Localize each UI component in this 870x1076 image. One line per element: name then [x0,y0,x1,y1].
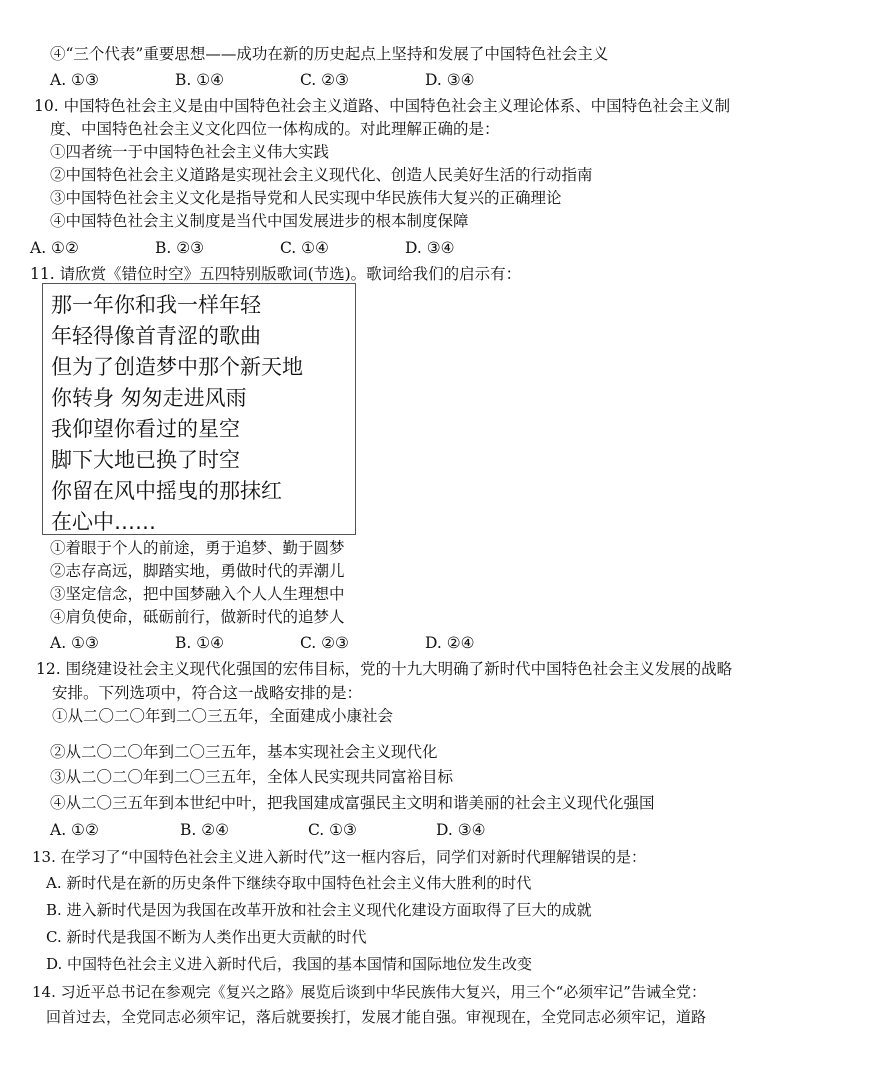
q12-stem-line2: 安排。下列选项中，符合这一战略安排的是： [52,684,363,702]
q12-item-1: ①从二〇二〇年到二〇三五年，全面建成小康社会 [52,707,394,725]
q9-item-4: ④“三个代表”重要思想——成功在新的历史起点上坚持和发展了中国特色社会主义 [50,45,609,63]
q11-option-b: B. ①④ [175,634,225,652]
q13-option-c: C. 新时代是我国不断为人类作出更大贡献的时代 [46,928,367,946]
q13-option-a: A. 新时代是在新的历史条件下继续夺取中国特色社会主义伟大胜利的时代 [46,874,532,892]
q12-option-a: A. ①② [50,821,99,839]
q10-option-d: D. ③④ [405,239,455,257]
q11-option-d: D. ②④ [425,634,475,652]
lyric-line: 你留在风中摇曳的那抹红 [51,479,282,503]
lyric-line: 脚下大地已换了时空 [51,448,240,472]
q12-stem-line1: 12. 围绕建设社会主义现代化强国的宏伟目标，党的十九大明确了新时代中国特色社会主义发展的战略 [36,660,733,678]
q9-option-c: C. ②③ [300,71,349,89]
q10-stem-line2: 度、中国特色社会主义文化四位一体构成的。对此理解正确的是： [50,120,500,138]
q12-option-b: B. ②④ [180,821,230,839]
q10-item-3: ③中国特色社会主义文化是指导党和人民实现中华民族伟大复兴的正确理论 [50,189,562,207]
q11-item-1: ①着眼于个人的前途，勇于追梦、勤于圆梦 [50,539,345,557]
q11-options [50,633,550,653]
q11-option-a: A. ①③ [50,634,99,652]
q10-options [30,238,530,258]
lyric-line: 你转身 匆匆走进风雨 [51,386,247,410]
lyric-line: 我仰望你看过的星空 [51,417,240,441]
q12-option-d: D. ③④ [436,821,486,839]
q11-stem: 11. 请欣赏《错位时空》五四特别版歌词(节选)。歌词给我们的启示有： [30,265,522,283]
q10-item-4: ④中国特色社会主义制度是当代中国发展进步的根本制度保障 [50,212,469,230]
q10-option-b: B. ②③ [155,239,205,257]
q10-item-1: ①四者统一于中国特色社会主义伟大实践 [50,143,330,161]
q14-stem-line2: 回首过去，全党同志必须牢记，落后就要挨打，发展才能自强。审视现在，全党同志必须牢记，道路 [46,1008,707,1026]
q12-item-2: ②从二〇二〇年到二〇三五年，基本实现社会主义现代化 [50,743,438,761]
q13-option-d: D. 中国特色社会主义进入新时代后，我国的基本国情和国际地位发生改变 [46,955,533,973]
q10-stem-line1: 10. 中国特色社会主义是由中国特色社会主义道路、中国特色社会主义理论体系、中国特色社会主义制 [34,97,731,115]
q12-option-c: C. ①③ [308,821,357,839]
lyric-line: 在心中…… [51,510,156,534]
q9-options [50,70,550,90]
q12-item-3: ③从二〇二〇年到二〇三五年，全体人民实现共同富裕目标 [50,768,454,786]
q12-options [50,820,561,840]
q10-option-a: A. ①② [30,239,79,257]
lyrics-box [42,283,356,535]
q11-item-4: ④肩负使命，砥砺前行，做新时代的追梦人 [50,608,345,626]
q10-option-c: C. ①④ [280,239,329,257]
q9-option-d: D. ③④ [425,71,475,89]
q13-stem: 13. 在学习了“中国特色社会主义进入新时代”这一框内容后，同学们对新时代理解错误的是： [32,848,646,866]
q12-item-4: ④从二〇三五年到本世纪中叶，把我国建成富强民主文明和谐美丽的社会主义现代化强国 [50,794,655,812]
q9-option-a: A. ①③ [50,71,99,89]
lyric-line: 但为了创造梦中那个新天地 [51,355,303,379]
lyric-line: 年轻得像首青涩的歌曲 [51,324,261,348]
q11-item-3: ③坚定信念，把中国梦融入个人人生理想中 [50,585,345,603]
q10-item-2: ②中国特色社会主义道路是实现社会主义现代化、创造人民美好生活的行动指南 [50,166,593,184]
q11-item-2: ②志存高远，脚踏实地，勇做时代的弄潮儿 [50,562,345,580]
q11-option-c: C. ②③ [300,634,349,652]
q9-option-b: B. ①④ [175,71,225,89]
q13-option-b: B. 进入新时代是因为我国在改革开放和社会主义现代化建设方面取得了巨大的成就 [46,901,592,919]
lyric-line: 那一年你和我一样年轻 [51,293,261,317]
q14-stem-line1: 14. 习近平总书记在参观完《复兴之路》展览后谈到中华民族伟大复兴，用三个“必须牢记”告诫全党： [32,983,706,1001]
